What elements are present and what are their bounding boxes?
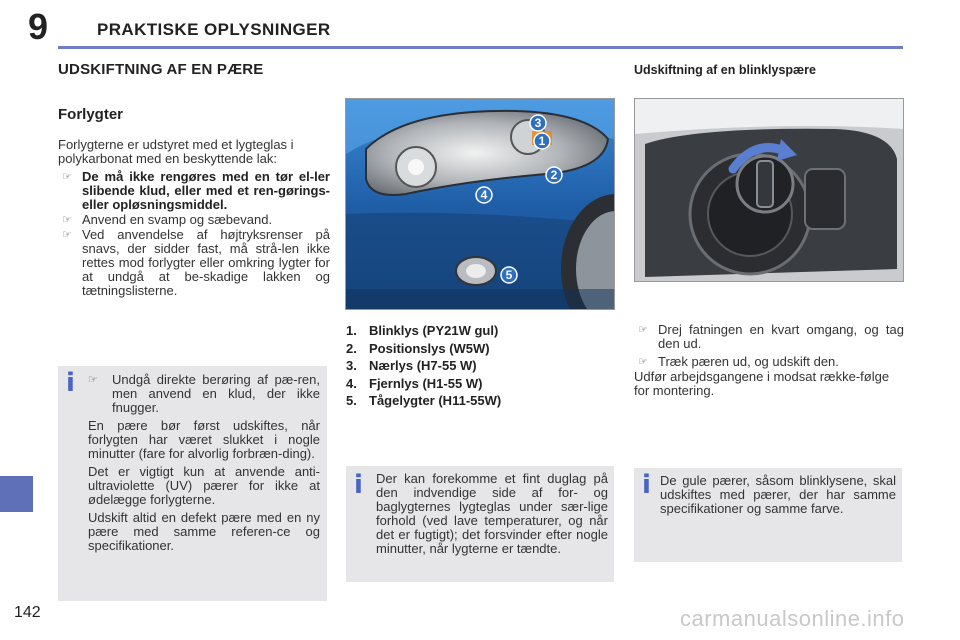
info-icon: i — [66, 368, 75, 398]
info-left-paragraph: Det er vigtigt kun at anvende anti-ultraviolette (UV) pærer for ikke at ødelægge forlygterne. — [88, 464, 320, 507]
header-rule — [58, 46, 903, 49]
list-item: ☞ Træk pæren ud, og udskift den. — [638, 354, 839, 369]
callout-label: 4 — [480, 188, 488, 202]
car-front-photo — [345, 98, 615, 310]
callout-label: 3 — [534, 116, 542, 130]
list-item: ☞ Anvend en svamp og sæbevand. — [62, 212, 273, 227]
headlights-intro: Forlygterne er udstyret med et lygteglas i polykarbonat med en beskyttende lak: — [58, 137, 294, 166]
info-left-body — [88, 373, 320, 553]
watermark: carmanualsonline.info — [680, 606, 905, 631]
blinker-photo — [634, 98, 904, 282]
callout-label: 2 — [550, 168, 558, 182]
list-item: ☞ De må ikke rengøres med en tør el-ler slibende klud, eller med et ren-gørings- eller opløsningsmiddel. — [62, 169, 330, 212]
hand-pointer-icon: ☞ — [62, 214, 72, 226]
callout-label: 1 — [538, 134, 546, 148]
section-title: UDSKIFTNING AF EN PÆRE — [58, 61, 264, 78]
info-box-middle — [346, 466, 614, 582]
info-middle-text: Der kan forekomme et fint duglag på den indvendige side af for- og baglygternes lygteglas under sær-lige forhold (ved lave temperaturer, og når det er fugtigt); det forsvinder efter nogle minutter, når lygterne er tændte. — [376, 471, 608, 556]
info-box-left — [58, 366, 327, 601]
hand-pointer-icon: ☞ — [62, 229, 72, 241]
info-right-text: De gule pærer, såsom blinklysene, skal udskiftes med pærer, der har samme specifikationer og samme farve. — [660, 473, 896, 516]
car-front-illustration — [346, 99, 614, 309]
info-left-paragraph: Udskift altid en defekt pære med en ny pære med samme referen-ce og specifikationer. — [88, 510, 320, 553]
list-item: ☞ Ved anvendelse af højtryksrenser på snavs, der sidder fast, må strå-len ikke rettes mod forlygter eller omkring lygter for at undgå at be-skadige lakken og tætningslisterne. — [62, 227, 330, 298]
info-icon: i — [354, 470, 363, 500]
info-icon: i — [642, 470, 651, 500]
hand-pointer-icon: ☞ — [638, 356, 648, 368]
chapter-title: PRAKTISKE OPLYSNINGER — [97, 20, 331, 39]
blinker-steps — [634, 323, 904, 373]
page-number: 142 — [14, 604, 41, 621]
info-left-paragraph: En pære bør først udskiftes, når forlygten har været slukket i nogle minutter (fare for alvorlig forbræn-ding). — [88, 418, 320, 461]
list-item: ☞ Drej fatningen en kvart omgang, og tag den ud. — [638, 322, 904, 351]
list-item: ☞ Undgå direkte berøring af pæ-ren, men anvend en klud, der ikke fnugger. — [88, 372, 320, 415]
list-item: 2. Positionslys (W5W) — [346, 340, 490, 356]
headlights-title: Forlygter — [58, 106, 124, 123]
hand-pointer-icon: ☞ — [638, 324, 648, 336]
list-item: 4. Fjernlys (H1-55 W) — [346, 375, 483, 391]
bulb-list — [346, 322, 501, 410]
list-item: 3. Nærlys (H7-55 W) — [346, 358, 477, 373]
chapter-side-tab — [0, 476, 33, 512]
blinker-title: Udskiftning af en blinklyspære — [634, 63, 816, 77]
headlamp-rear-illustration — [635, 99, 903, 281]
info-box-right — [634, 468, 902, 562]
list-item: 1. Blinklys (PY21W gul) — [346, 323, 499, 338]
hand-pointer-icon: ☞ — [88, 374, 98, 386]
callout-label: 5 — [505, 268, 513, 282]
blinker-paragraph: Udfør arbejdsgangene i modsat række-følge for montering. — [634, 369, 890, 398]
list-item: 5. Tågelygter (H11-55W) — [346, 393, 502, 408]
chapter-number: 9 — [28, 6, 49, 47]
hand-pointer-icon: ☞ — [62, 171, 72, 183]
headlights-bullets — [58, 170, 330, 299]
